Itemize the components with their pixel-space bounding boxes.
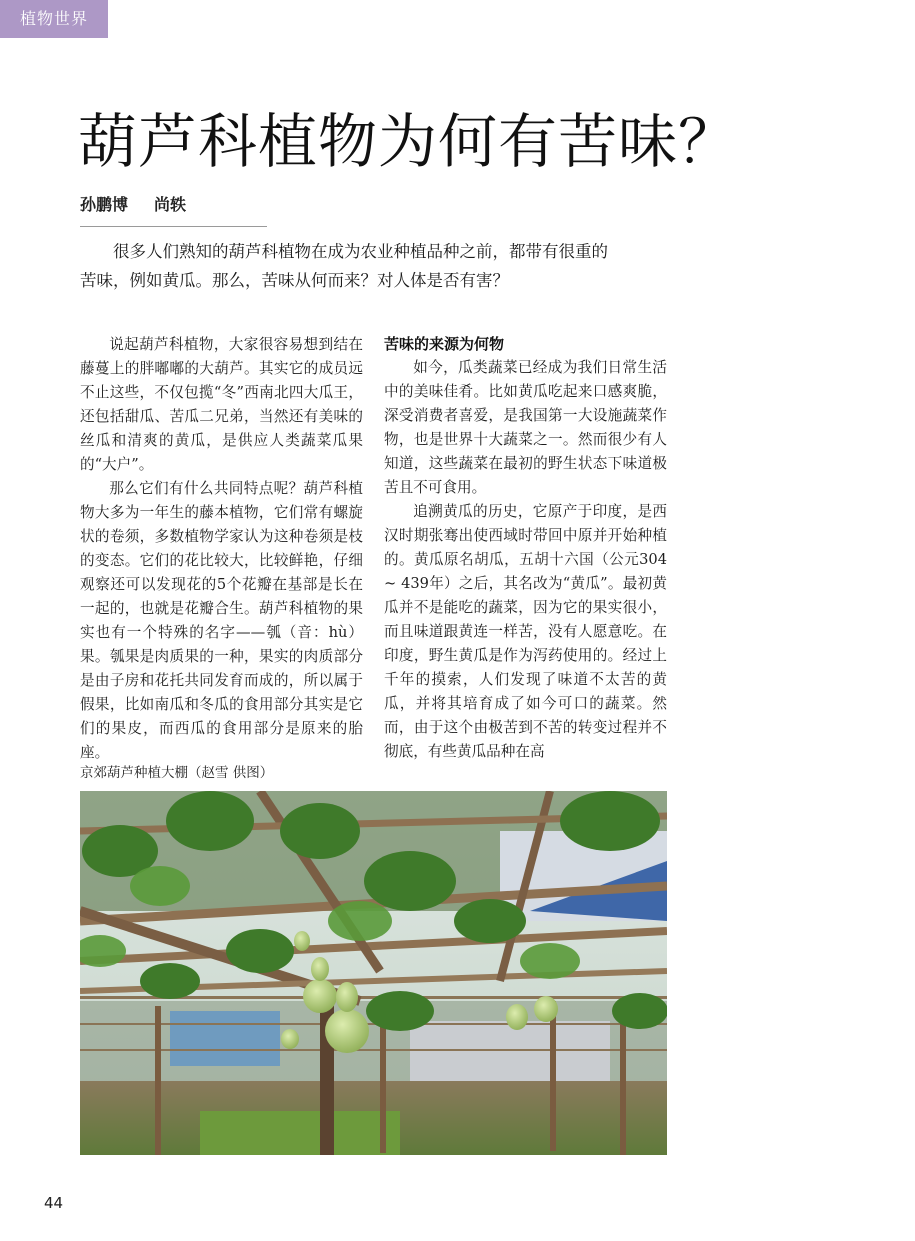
figure-caption: 京郊葫芦种植大棚（赵雪 供图） xyxy=(80,765,274,781)
intro-paragraph: 很多人们熟知的葫芦科植物在成为农业种植品种之前，都带有很重的苦味，例如黄瓜。那么，苦味从何而来？对人体是否有害？ xyxy=(80,242,608,290)
page-number: 44 xyxy=(44,1194,64,1212)
article-title: 葫芦科植物为何有苦味？ xyxy=(78,107,739,176)
body-column-right xyxy=(384,332,667,764)
body-column-left xyxy=(80,333,363,765)
author-name: 尚轶 xyxy=(154,195,187,214)
body-paragraph: 如今，瓜类蔬菜已经成为我们日常生活中的美味佳肴。比如黄瓜吃起来口感爽脆，深受消费者喜爱，是我国第一大设施蔬菜作物，也是世界十大蔬菜之一。然而很少有人知道，这些蔬菜在最初的野生状态下味道极苦且不可食用。 xyxy=(384,359,667,496)
author-line xyxy=(80,192,186,215)
gourd-greenhouse-photo xyxy=(80,791,667,1155)
divider xyxy=(80,226,267,227)
body-paragraph: 说起葫芦科植物，大家很容易想到结在藤蔓上的胖嘟嘟的大葫芦。其实它的成员远不止这些，不仅包揽“冬”西南北四大瓜王，还包括甜瓜、苦瓜二兄弟，当然还有美味的丝瓜和清爽的黄瓜，是供应人类蔬菜瓜果的“大户”。 xyxy=(80,336,363,473)
body-paragraph: 追溯黄瓜的历史，它原产于印度，是西汉时期张骞出使西域时带回中原并开始种植的。黄瓜原名胡瓜，五胡十六国（公元304 ~ 439年）之后，其名改为“黄瓜”。最初黄瓜并不是能吃的蔬菜，因为它的果实很小，而且味道跟黄连一样苦，没有人愿意吃。在印度，野生黄瓜是作为泻药使用的。经过上千年的摸索，人们发现了味道不太苦的黄瓜，并将其培育成了如今可口的蔬菜。然而，由于这个由极苦到不苦的转变过程并不彻底，有些黄瓜品种在高 xyxy=(384,503,667,760)
section-heading: 苦味的来源为何物 xyxy=(384,335,505,353)
body-paragraph: 那么它们有什么共同特点呢？葫芦科植物大多为一年生的藤本植物，它们常有螺旋状的卷须，多数植物学家认为这种卷须是枝的变态。它们的花比较大，比较鲜艳，仔细观察还可以发现花的5个花瓣在基部是长在一起的，也就是花瓣合生。葫芦科植物的果实也有一个特殊的名字——瓠（音：hù）果。瓠果是肉质果的一种，果实的肉质部分是由子房和花托共同发育而成的，所以属于假果，比如南瓜和冬瓜的食用部分其实是它们的果皮，而西瓜的食用部分是原来的胎座。 xyxy=(80,480,363,761)
author-name: 孙鹏博 xyxy=(80,195,129,214)
section-tag: 植物世界 xyxy=(0,0,108,38)
